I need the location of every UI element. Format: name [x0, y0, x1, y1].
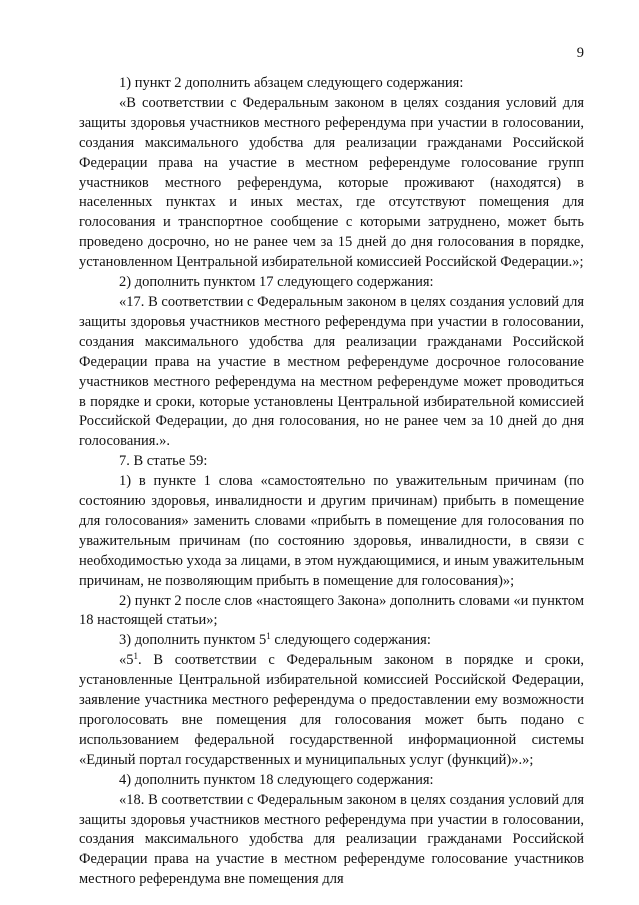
paragraph: 1) пункт 2 дополнить абзацем следующего содержания:: [119, 75, 464, 91]
paragraph: «$5^1$. В соответствии с Федеральным законом в порядке и сроки, установленные Центральной избирательной комиссией Российской Федерации, заявление участника местного референдума о предоставлении ему возможности проголосовать вне помещения для голосования может быть подано с использованием федеральной государственной информационной системы «Единый портал государственных и муниципальных услуг (функций)».»;: [79, 651, 584, 768]
paragraph: 3) дополнить пунктом $5^1$ следующего содержания:: [119, 631, 431, 649]
superscript: 1: [266, 631, 271, 642]
document-body: [79, 74, 584, 890]
paragraph: 2) дополнить пунктом 17 следующего содержания:: [119, 274, 434, 291]
paragraph: 2) пункт 2 после слов «настоящего Закона» дополнить словами «и пунктом 18 настоящей статьи»;: [79, 592, 584, 629]
paragraph: «17. В соответствии с Федеральным законом в целях создания условий для защиты здоровья участников местного референдума при участии в голосовании, создания максимального удобства для реализации гражданами Российской Федерации права на участие в местном референдуме досрочное голосование участников местного референдума на местном референдуме может проводиться в порядке и сроки, которые установлены Центральной избирательной комиссией Российской Федерации, до дня голосования, но не ранее чем за 10 дней до дня голосования.».: [79, 293, 584, 450]
page-number: 9: [576, 45, 584, 61]
paragraph: «18. В соответствии с Федеральным законом в целях создания условий для защиты здоровья участников местного референдума при участии в голосовании, создания максимального удобства для реализации гражданами Российской Федерации права на участие в местном референдуме голосование участников местного референдума вне помещения для: [79, 791, 584, 888]
paragraph: «В соответствии с Федеральным законом в целях создания условий для защиты здоровья участников местного референдума при участии в голосовании, создания максимального удобства для реализации гражданами Российской Федерации права на участие в местном референдуме голосование групп участников местного референдума, которые проживают (находятся) в населенных пунктах и иных местах, где отсутствуют помещения для голосования и транспортное сообщение с которыми затруднено, может быть проведено досрочно, но не ранее чем за 15 дней до дня голосования в порядке, установленном Центральной избирательной комиссией Российской Федерации.»;: [79, 94, 584, 271]
paragraph: 7. В статье 59:: [119, 453, 208, 470]
superscript: 1: [133, 651, 138, 662]
paragraph: 4) дополнить пунктом 18 следующего содержания:: [119, 771, 434, 788]
paragraph: 1) в пункте 1 слова «самостоятельно по уважительным причинам (по состоянию здоровья, инвалидности и другим причинам) прибыть в помещение для голосования» заменить словами «прибыть в помещение для голосования по уважительным причинам (по состоянию здоровья, инвалидности, в связи с необходимостью ухода за лицами, в этом нуждающимися, и иным уважительным причинам, не позволяющим прибыть в помещение для голосования)»;: [79, 473, 584, 589]
